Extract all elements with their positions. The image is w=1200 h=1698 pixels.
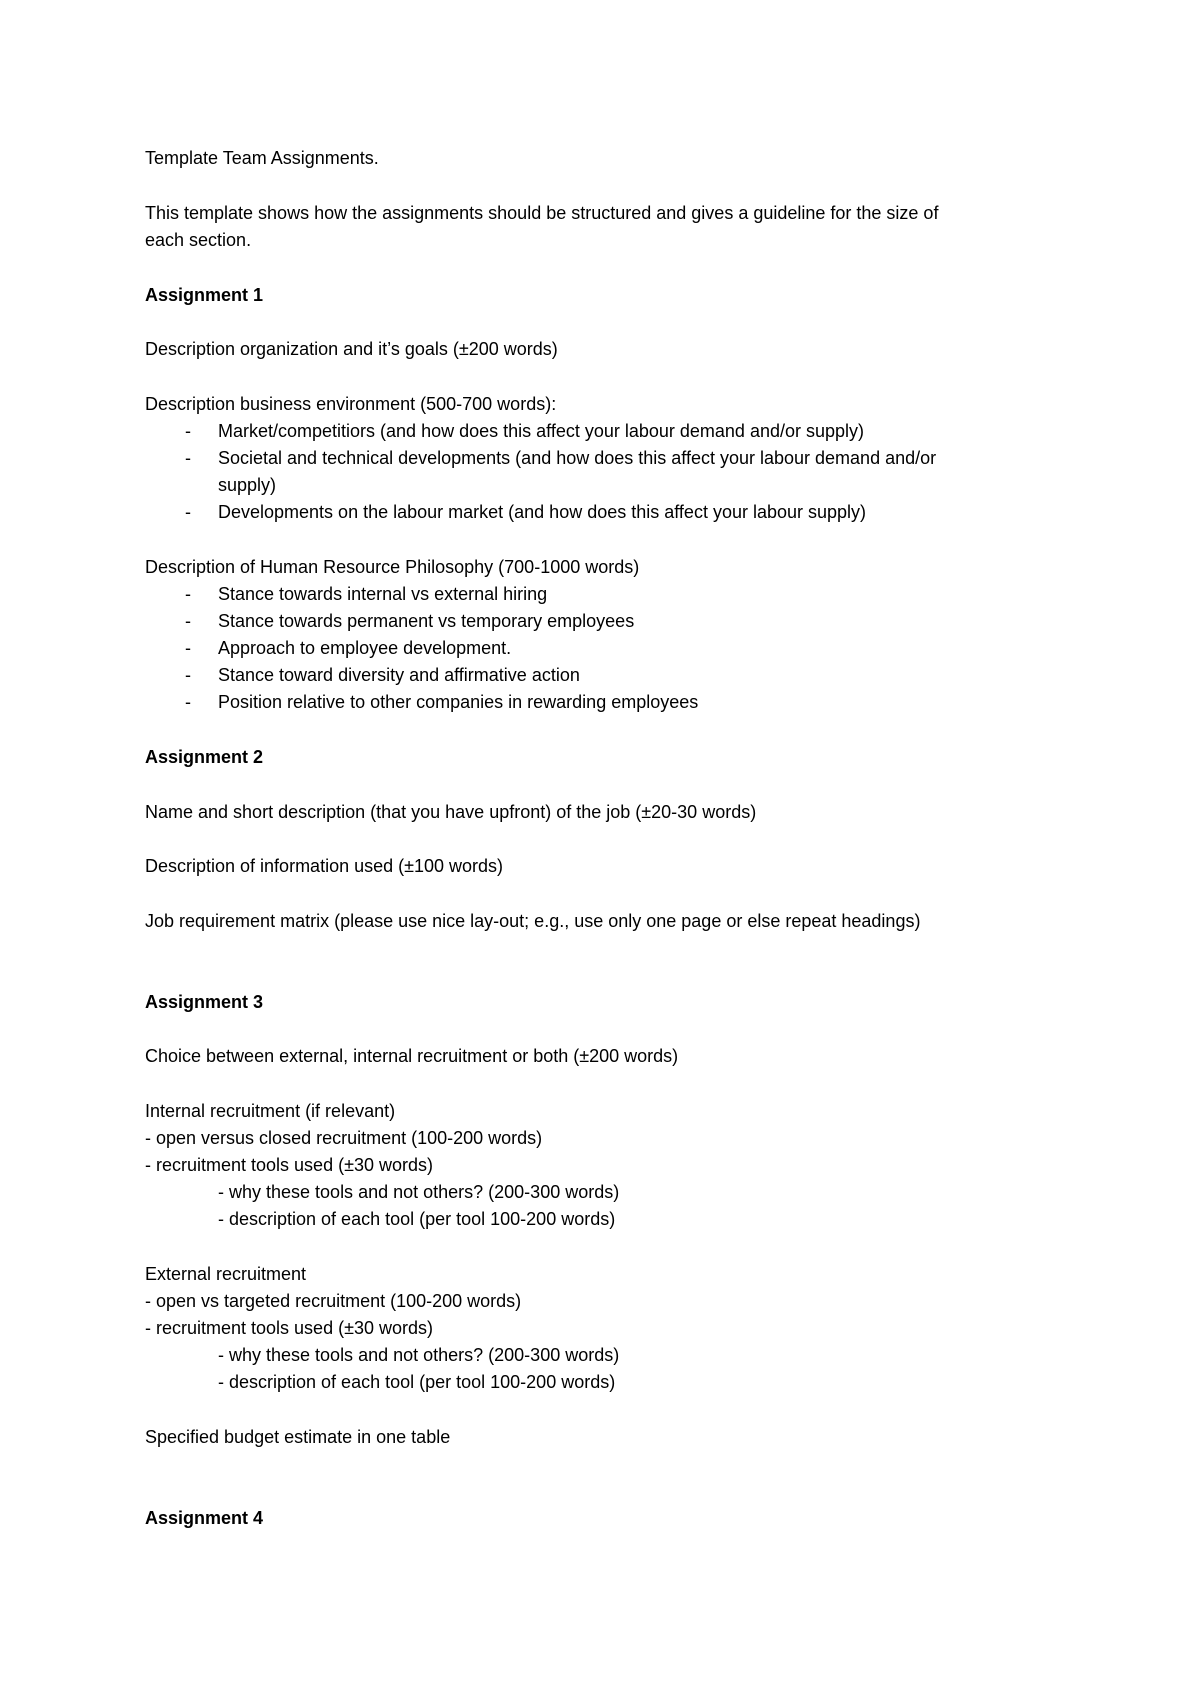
job-name-description: Name and short description (that you have upfront) of the job (±20-30 words) — [145, 802, 757, 822]
assignment-1-heading: Assignment 1 — [145, 285, 264, 305]
list-item: Stance toward diversity and affirmative action — [218, 665, 580, 685]
list-item: Societal and technical developments (and how does this affect your labour demand and/or — [218, 448, 937, 468]
budget-estimate: Specified budget estimate in one table — [145, 1427, 451, 1447]
job-requirement-matrix: Job requirement matrix (please use nice lay-out; e.g., use only one page or else repeat headings) — [145, 911, 921, 931]
list-item: Market/competitiors (and how does this affect your labour demand and/or supply) — [218, 421, 865, 441]
sub-list-item: - description of each tool (per tool 100-200 words) — [218, 1372, 616, 1392]
sub-list-item: - description of each tool (per tool 100-200 words) — [218, 1209, 616, 1229]
internal-recruitment-heading: Internal recruitment (if relevant) — [145, 1101, 396, 1121]
sub-list-item: - why these tools and not others? (200-300 words) — [218, 1182, 620, 1202]
bullet: - — [185, 638, 191, 658]
organization-description: Description organization and it’s goals (±200 words) — [145, 339, 558, 359]
intro-line-2: each section. — [145, 230, 252, 250]
list-item: Developments on the labour market (and how does this affect your labour supply) — [218, 502, 867, 522]
bullet: - — [185, 692, 191, 712]
bullet: - — [185, 502, 191, 522]
assignment-4-heading: Assignment 4 — [145, 1508, 264, 1528]
bullet: - — [185, 611, 191, 631]
intro-line-1: This template shows how the assignments should be structured and gives a guideline for the size of — [145, 203, 939, 223]
list-item: - open versus closed recruitment (100-200 words) — [145, 1128, 543, 1148]
list-item: - open vs targeted recruitment (100-200 words) — [145, 1291, 522, 1311]
list-item: - recruitment tools used (±30 words) — [145, 1155, 433, 1175]
list-item: - recruitment tools used (±30 words) — [145, 1318, 433, 1338]
business-environment-heading: Description business environment (500-700 words): — [145, 394, 557, 414]
list-item: Approach to employee development. — [218, 638, 512, 658]
list-item: Stance towards permanent vs temporary employees — [218, 611, 635, 631]
hr-philosophy-heading: Description of Human Resource Philosophy (700-1000 words) — [145, 557, 640, 577]
list-item-continuation: supply) — [218, 475, 277, 495]
sub-list-item: - why these tools and not others? (200-300 words) — [218, 1345, 620, 1365]
assignment-2-heading: Assignment 2 — [145, 747, 264, 767]
document-title: Template Team Assignments. — [145, 148, 379, 168]
bullet: - — [185, 584, 191, 604]
external-recruitment-heading: External recruitment — [145, 1264, 307, 1284]
information-used: Description of information used (±100 words) — [145, 856, 504, 876]
bullet: - — [185, 421, 191, 441]
recruitment-choice: Choice between external, internal recruitment or both (±200 words) — [145, 1046, 679, 1066]
list-item: Stance towards internal vs external hiring — [218, 584, 548, 604]
assignment-3-heading: Assignment 3 — [145, 992, 264, 1012]
list-item: Position relative to other companies in rewarding employees — [218, 692, 699, 712]
bullet: - — [185, 448, 191, 468]
bullet: - — [185, 665, 191, 685]
